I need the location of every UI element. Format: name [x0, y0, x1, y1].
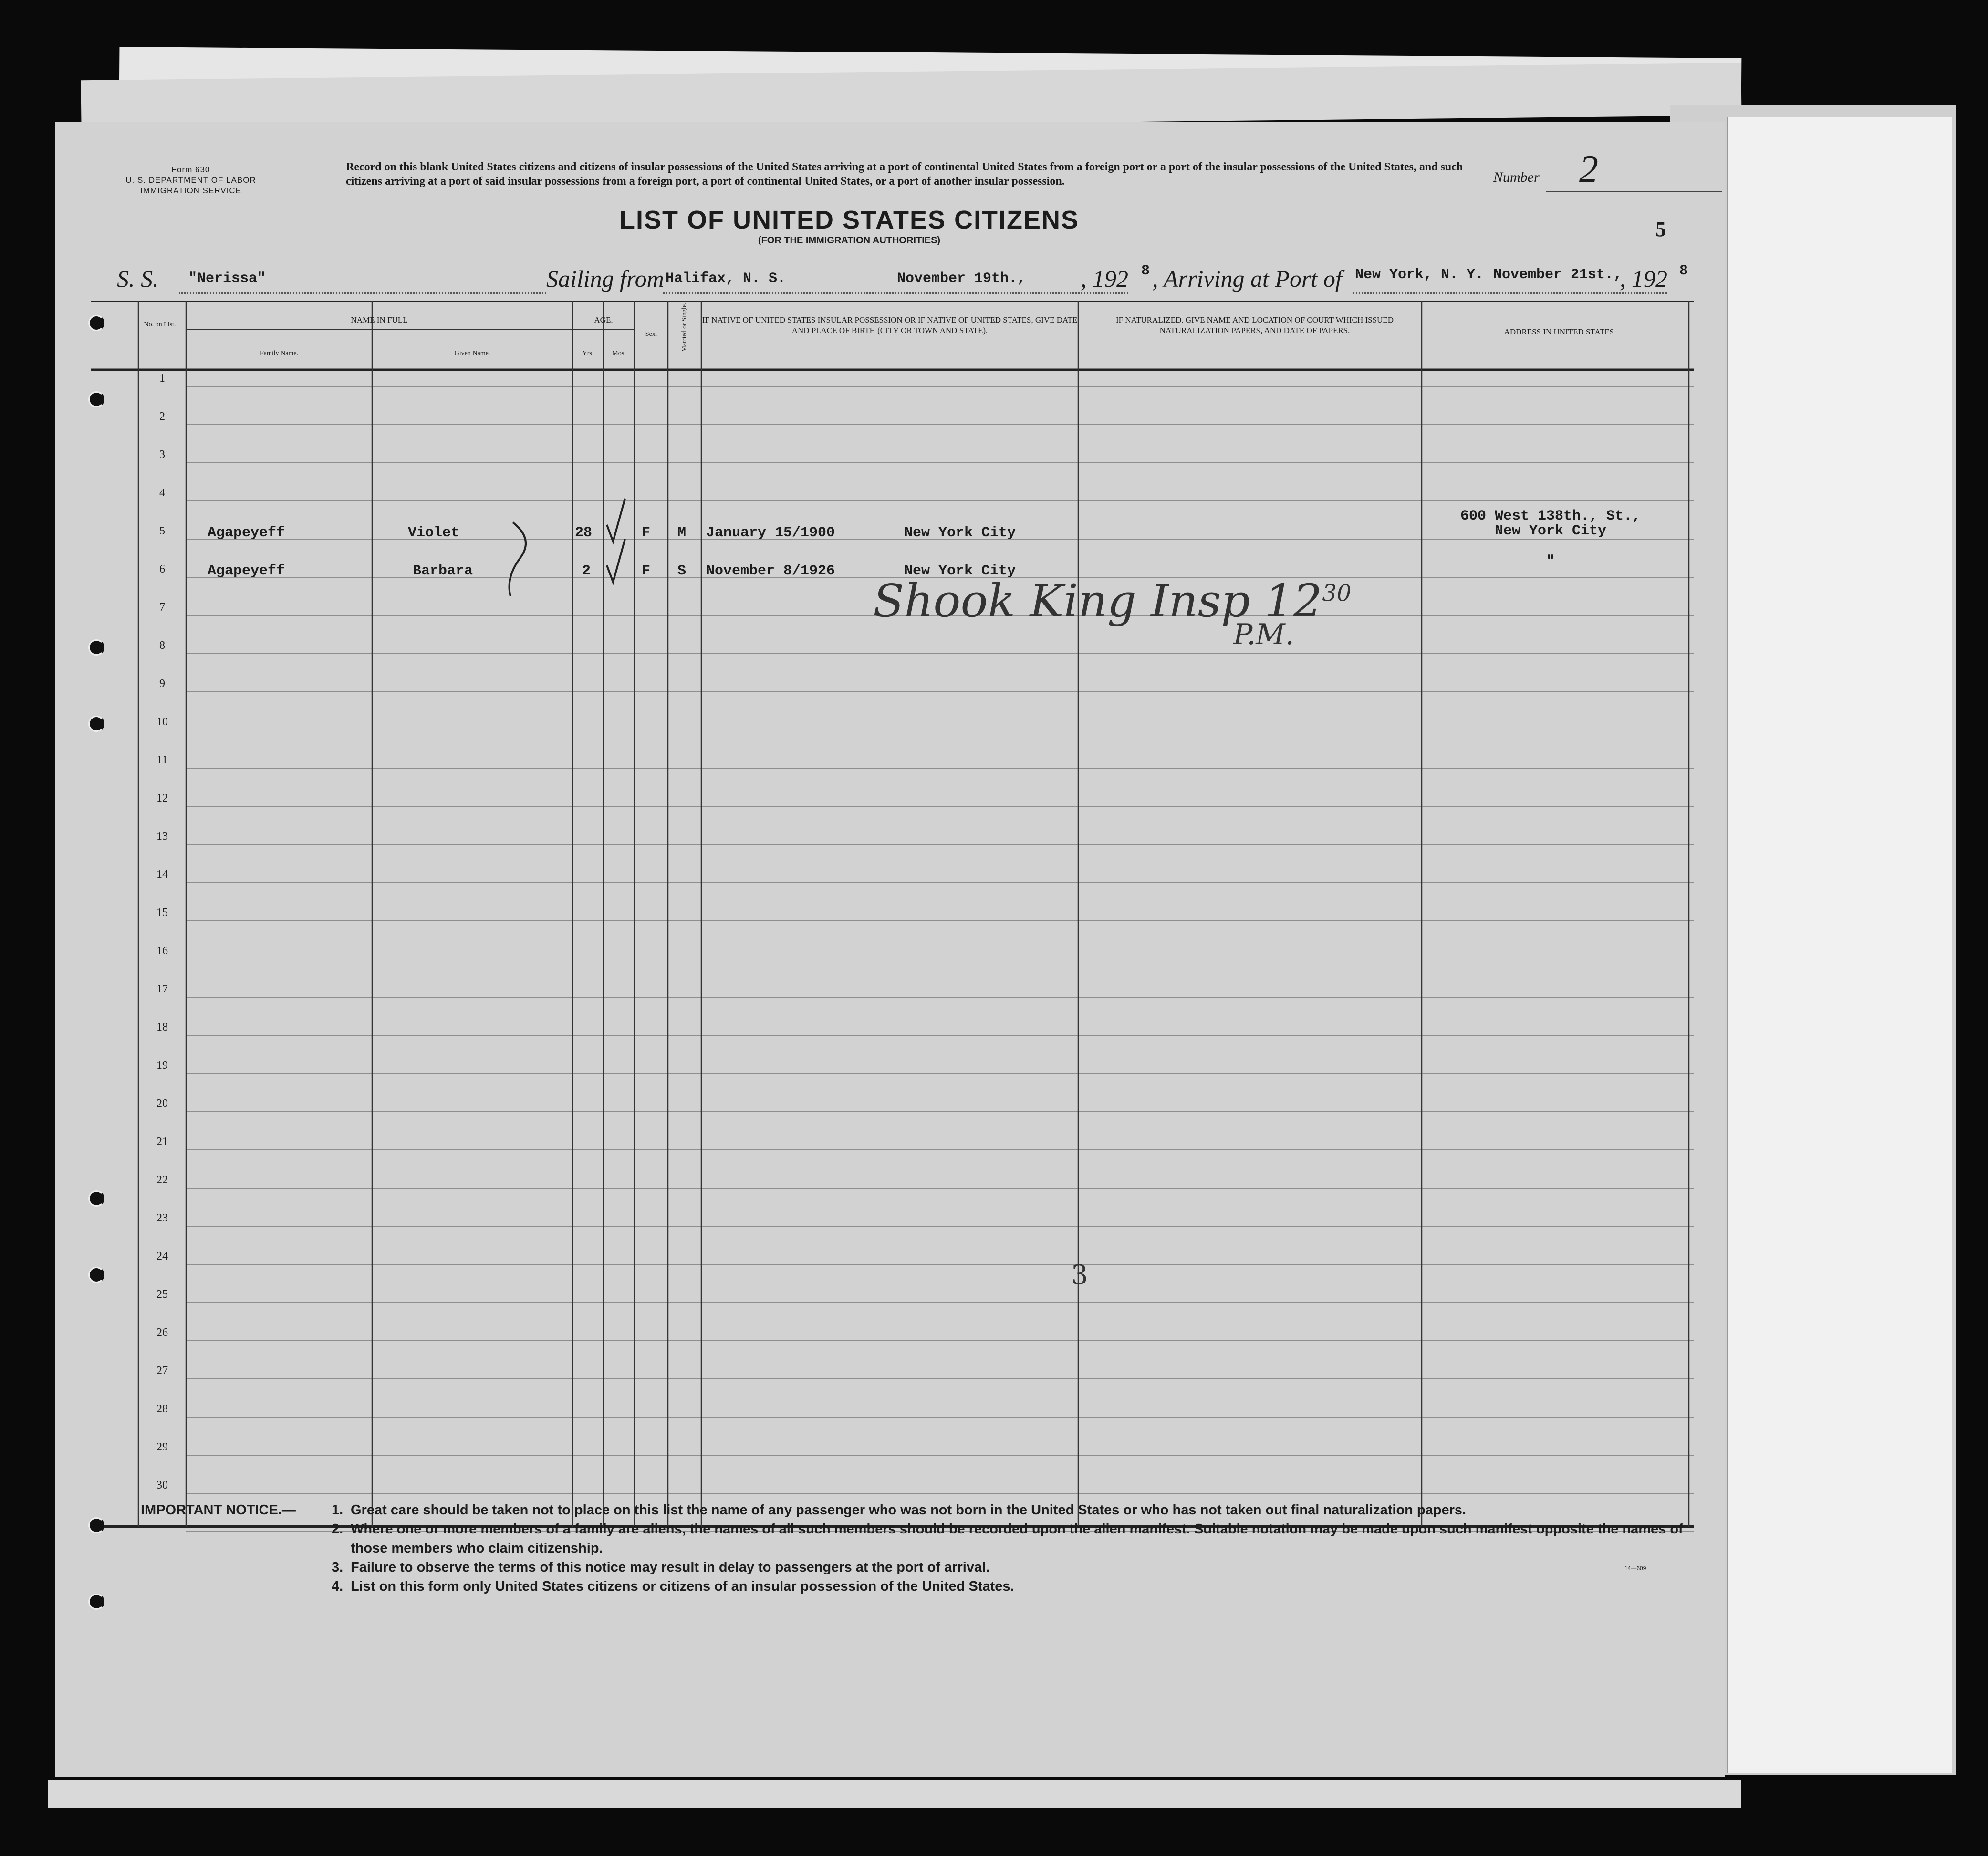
address-line2-1: New York City — [1494, 523, 1607, 539]
col-header-given: Given Name. — [454, 350, 490, 357]
sailing-date: November 19th., — [897, 271, 1026, 287]
binding-hole — [88, 639, 104, 656]
birth-place-2: New York City — [904, 563, 1016, 579]
row-number: 26 — [156, 1326, 168, 1339]
page-subtitle: (FOR THE IMMIGRATION AUTHORITIES) — [758, 235, 941, 246]
inspector-time-minutes: 30 — [1322, 580, 1352, 607]
row-number: 11 — [156, 754, 168, 766]
birth-date-1: January 15/1900 — [706, 525, 835, 541]
checkmark-icon — [607, 499, 625, 582]
form-number: Form 630 — [171, 165, 210, 174]
binding-hole — [88, 1190, 104, 1207]
row-number: 30 — [156, 1479, 168, 1491]
sailing-from: Halifax, N. S. — [666, 271, 786, 287]
arriving-year-digit: 8 — [1679, 263, 1688, 279]
family-name-2: Agapeyeff — [208, 563, 285, 579]
binding-hole — [88, 1594, 104, 1610]
col-header-age: AGE. — [594, 315, 613, 324]
row-number: 21 — [156, 1136, 168, 1148]
col-header-yrs: Yrs. — [582, 350, 594, 357]
married-single-2: S — [677, 563, 687, 579]
col-header-family: Family Name. — [260, 350, 299, 357]
number-value: 2 — [1546, 148, 1722, 192]
address-line1-1: 600 West 138th., St., — [1460, 508, 1641, 524]
row-number: 4 — [159, 487, 165, 499]
page-edge — [48, 1780, 1741, 1808]
year-prefix: , 192 — [1081, 265, 1128, 292]
inspector-note: Shook King Insp 12 — [873, 575, 1322, 627]
row-number: 23 — [156, 1212, 168, 1224]
col-header-married: Married or Single. — [681, 302, 688, 352]
col-header-naturalized: IF NATURALIZED, GIVE NAME AND LOCATION OF COURT WHICH ISSUED NATURALIZATION PAPERS, AND DATE OF PAPERS. — [1115, 315, 1394, 335]
binding-hole — [88, 391, 104, 407]
birth-date-2: November 8/1926 — [706, 563, 835, 579]
sailing-year-digit: 8 — [1141, 263, 1150, 279]
row-number: 19 — [156, 1059, 168, 1072]
binding-hole — [88, 315, 104, 331]
row-number: 8 — [159, 639, 165, 652]
form-id-block — [100, 165, 281, 196]
col-header-sex: Sex. — [645, 331, 657, 338]
notice-item: 3. Failure to observe the terms of this notice may result in delay to passengers at the port of arrival. — [332, 1560, 990, 1575]
row-number: 1 — [159, 372, 165, 385]
row-number: 20 — [156, 1097, 168, 1110]
family-bracket-icon — [510, 522, 526, 596]
row-number: 3 — [159, 448, 165, 461]
row-number: 25 — [156, 1288, 168, 1301]
arriving-label: , Arriving at Port of — [1152, 265, 1342, 292]
notice-item: 4. List on this form only United States citizens or citizens of an insular possession of the United States. — [332, 1579, 1014, 1594]
given-name-1: Violet — [408, 525, 460, 541]
row-number: 24 — [156, 1250, 168, 1262]
notice-label: IMPORTANT NOTICE.— — [141, 1502, 296, 1518]
col-header-mos: Mos. — [612, 350, 626, 357]
row-number: 12 — [156, 792, 168, 804]
service-name: IMMIGRATION SERVICE — [140, 186, 241, 195]
row-number: 22 — [156, 1174, 168, 1186]
row-number: 29 — [156, 1441, 168, 1453]
given-name-2: Barbara — [413, 563, 473, 579]
col-header-native: IF NATIVE OF UNITED STATES INSULAR POSSESSION OR IF NATIVE OF UNITED STATES, GIVE DATE AND PLACE OF BIRTH (CITY OR TOWN AND STATE). — [702, 315, 1078, 335]
table-rules — [91, 301, 1694, 1570]
age-years-2: 2 — [582, 563, 591, 579]
year-prefix: , 192 — [1620, 265, 1667, 292]
row-number: 7 — [159, 601, 165, 614]
row-number: 17 — [156, 983, 168, 995]
department-name: U. S. DEPARTMENT OF LABOR — [125, 176, 256, 185]
row-number: 6 — [159, 563, 165, 575]
col-header-no: No. on List. — [144, 321, 176, 328]
arriving-date: November 21st., — [1493, 267, 1623, 283]
adjacent-page — [1727, 117, 1952, 1773]
row-number: 5 — [159, 525, 165, 537]
married-single-1: M — [677, 525, 687, 541]
row-number: 13 — [156, 830, 168, 843]
voyage-line — [117, 265, 1691, 298]
print-code: 14—609 — [1624, 1565, 1646, 1572]
row-number: 18 — [156, 1021, 168, 1033]
row-number: 16 — [156, 945, 168, 957]
center-mark: 3 — [1071, 1260, 1088, 1291]
age-years-1: 28 — [575, 525, 593, 541]
arriving-port: New York, N. Y. — [1355, 267, 1484, 283]
row-number: 28 — [156, 1403, 168, 1415]
number-label: Number — [1493, 169, 1540, 185]
sex-1: F — [642, 525, 651, 541]
row-number: 10 — [156, 716, 168, 728]
row-number: 2 — [159, 410, 165, 423]
notice-item: 2. Where one or more members of a family are aliens, the names of all such members should be recorded upon the alien manifest. Suitable notation may be made upon such manifest opposite the names of those members who claim citizenship. — [332, 1522, 1683, 1556]
col-header-address: ADDRESS IN UNITED STATES. — [1504, 327, 1616, 336]
inspector-pm: P.M. — [1233, 618, 1294, 651]
page-title: LIST OF UNITED STATES CITIZENS — [619, 206, 1079, 234]
row-number: 14 — [156, 868, 168, 881]
ss-label: S. S. — [117, 265, 159, 292]
sailing-from-label: Sailing from — [546, 265, 664, 292]
page-number: 5 — [1655, 218, 1666, 241]
row-number: 15 — [156, 907, 168, 919]
binding-hole — [88, 1517, 104, 1533]
binding-hole — [88, 1267, 104, 1283]
row-number: 9 — [159, 678, 165, 690]
ship-name: "Nerissa" — [188, 271, 266, 287]
manifest-sheet — [55, 122, 1725, 1777]
family-name-1: Agapeyeff — [208, 525, 285, 541]
intro-text: Record on this blank United States citizens and citizens of insular possessions of the United States arriving at a port of continental United States from a foreign port or a port of the insular possessions of the United States, and such citizens arriving at a port of said insular possessions from a foreign port, a port of continental United States, or a port of another insular possession. — [346, 161, 1463, 188]
sex-2: F — [642, 563, 651, 579]
address-ditto-2: " — [1546, 553, 1555, 570]
passenger-table — [91, 301, 1694, 1570]
row-number: 27 — [156, 1365, 168, 1377]
col-header-name: NAME IN FULL — [351, 315, 408, 324]
birth-place-1: New York City — [904, 525, 1016, 541]
binding-hole — [88, 716, 104, 732]
notice-item: 1. Great care should be taken not to place on this list the name of any passenger who was not born in the United States or who has not taken out final naturalization papers. — [332, 1502, 1467, 1518]
